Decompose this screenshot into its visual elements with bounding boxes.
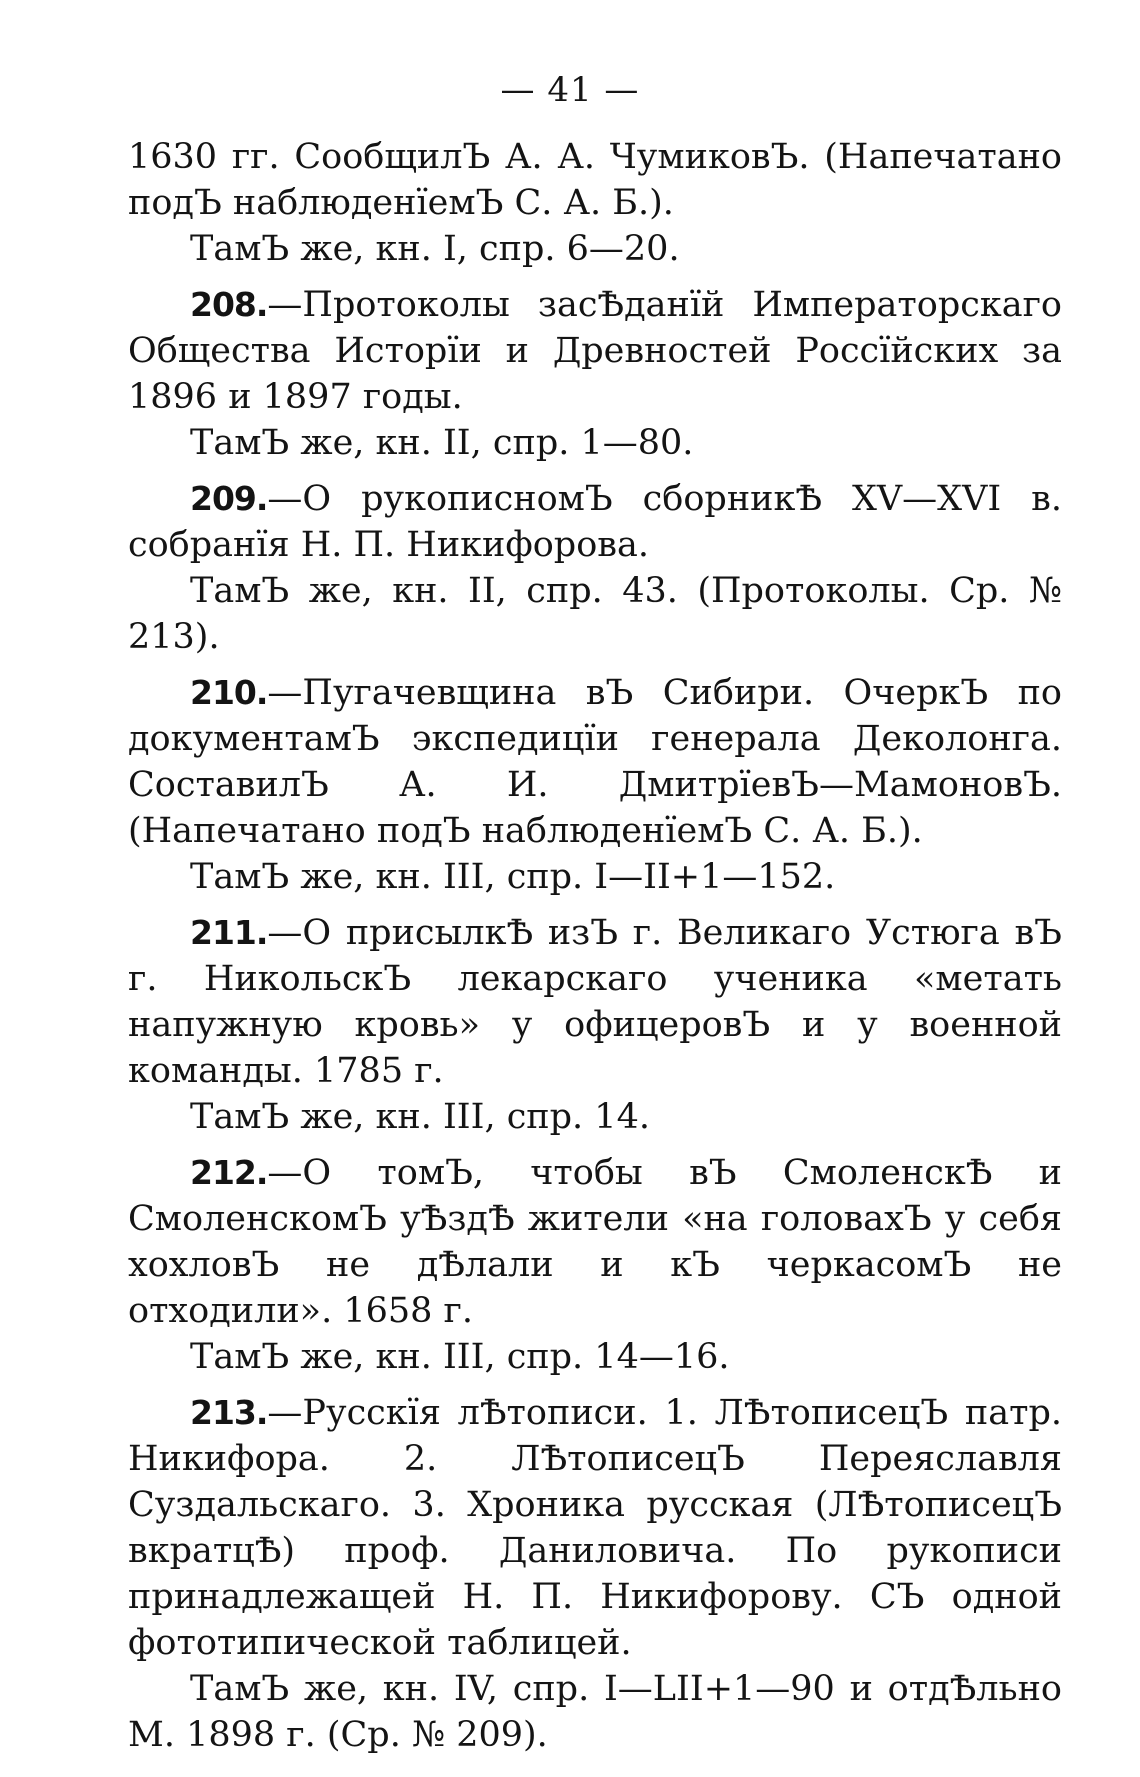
entry-text: —Русскïя лѢтописи. 1. ЛѢтописецЪ патр. Никифора. 2. ЛѢтописецЪ Переяславля Суздальскаго. 3. Хроника русская (ЛѢтописецЪ вкратцѢ) проф. Даниловича. По рукописи принадлежащей Н. П. Никифорову. СЪ одной фототипической таблицей. [128,1393,1062,1663]
entry-paragraph [128,1150,1062,1334]
entry-number: 211. [190,913,268,952]
entry-text: —О томЪ, чтобы вЪ СмоленскѢ и СмоленскомЪ уѢздѢ жители «на головахЪ у себя хохловЪ не дѢлали и кЪ черкасомЪ не отходили». 1658 г. [128,1153,1062,1331]
entry-209 [128,476,1062,660]
entry-text: —Протоколы засѢданïй Императорскаго Общества Исторïи и Древностей Россïйских за 1896 и 1897 годы. [128,285,1062,417]
entry-paragraph [128,282,1062,420]
entry-paragraph [128,1390,1062,1666]
entry-text: —О рукописномЪ сборникѢ XV—XVI в. собранïя Н. П. Никифорова. [128,479,1062,565]
entry-source: ТамЪ же, кн. III, спр. I—II+1—152. [190,857,836,897]
entry-source: ТамЪ же, кн. IV, спр. I—LII+1—90 и отдѢльно М. 1898 г. (Ср. № 209). [128,1669,1062,1755]
entry-210 [128,670,1062,900]
entry-paragraph [128,910,1062,1094]
entry-text: —Пугачевщина вЪ Сибири. ОчеркЪ по документамЪ экспедицïи генерала Деколонга. СоставилЪ А. И. ДмитрïевЪ—МамоновЪ. (Напечатано подЪ наблюденïемЪ С. А. Б.). [128,673,1062,851]
entry-source: ТамЪ же, кн. II, спр. 43. (Протоколы. Ср. № 213). [128,571,1062,657]
entry-number: 213. [190,1393,268,1432]
entry-number: 209. [190,479,268,518]
entry-source: ТамЪ же, кн. II, спр. 1—80. [190,423,694,463]
entry-213 [128,1390,1062,1758]
entry-source: ТамЪ же, кн. III, спр. 14—16. [190,1337,730,1377]
entry-paragraph [128,476,1062,568]
entry-text: —О присылкѢ изЪ г. Великаго Устюга вЪ г. НикольскЪ лекарскаго ученика «метать напужную кровь» у офицеровЪ и у военной команды. 1785 г. [128,913,1062,1091]
entry-208 [128,282,1062,466]
entry-212 [128,1150,1062,1380]
page-number: — 41 — [500,70,640,110]
entry-number: 210. [190,673,268,712]
intro-source: ТамЪ же, кн. I, спр. 6—20. [190,229,680,269]
page-body [128,134,1062,1758]
entry-number: 208. [190,285,268,324]
entry-211 [128,910,1062,1140]
entry-source: ТамЪ же, кн. III, спр. 14. [190,1097,650,1137]
entry-number: 212. [190,1153,268,1192]
entry-paragraph [128,670,1062,854]
intro-paragraph: 1630 гг. СообщилЪ А. А. ЧумиковЪ. (Напечатано подЪ наблюденïемЪ С. А. Б.). [128,137,1062,223]
